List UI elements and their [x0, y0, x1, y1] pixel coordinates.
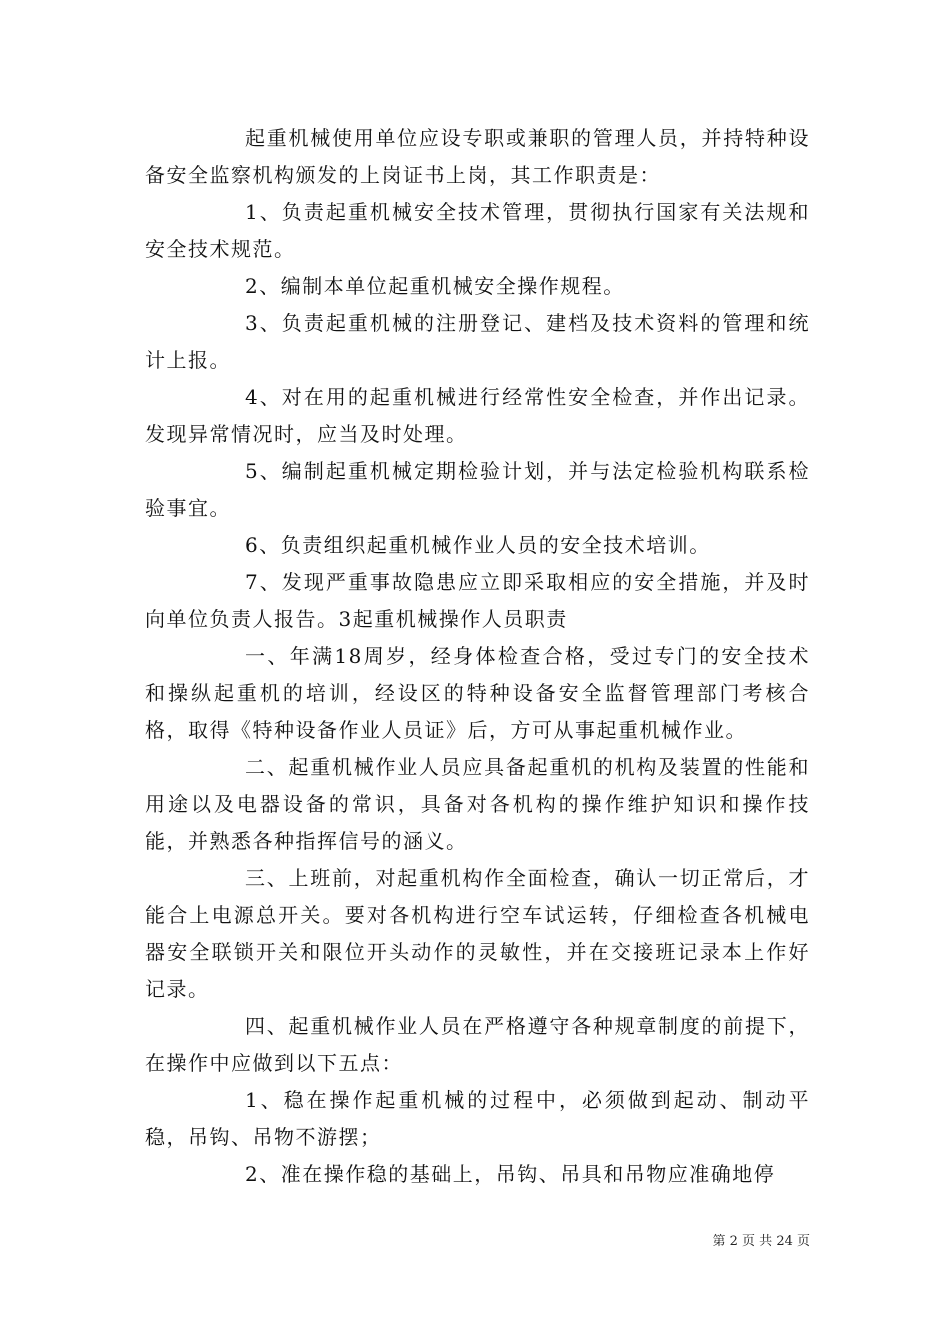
paragraph-operator-3: 三、上班前，对起重机构作全面检查，确认一切正常后，才能合上电源总开关。要对各机构进行空车试运转，仔细检查各机械电器安全联锁开关和限位开头动作的灵敏性，并在交接班记录本上作好记录。 [145, 866, 810, 1001]
paragraph-duty-1: 1、负责起重机械安全技术管理，贯彻执行国家有关法规和安全技术规范。 [145, 200, 810, 261]
page-number: 第 2 页 共 24 页 [712, 1234, 810, 1249]
paragraph-duty-6: 6、负责组织起重机械作业人员的安全技术培训。 [245, 533, 711, 557]
paragraph-operator-4: 四、起重机械作业人员在严格遵守各种规章制度的前提下，在操作中应做到以下五点： [145, 1014, 810, 1075]
paragraph-duty-4: 4、对在用的起重机械进行经常性安全检查，并作出记录。发现异常情况时，应当及时处理。 [145, 385, 810, 446]
paragraph-point-1: 1、稳在操作起重机械的过程中，必须做到起动、制动平稳，吊钩、吊物不游摆； [145, 1088, 810, 1149]
paragraph-duty-7: 7、发现严重事故隐患应立即采取相应的安全措施，并及时向单位负责人报告。3起重机械操作人员职责 [145, 570, 810, 631]
document-body [145, 120, 810, 1193]
paragraph-duty-3: 3、负责起重机械的注册登记、建档及技术资料的管理和统计上报。 [145, 311, 810, 372]
paragraph-intro: 起重机械使用单位应设专职或兼职的管理人员，并持特种设备安全监察机构颁发的上岗证书上岗，其工作职责是： [145, 126, 810, 187]
paragraph-operator-2: 二、起重机械作业人员应具备起重机的机构及装置的性能和用途以及电器设备的常识，具备对各机构的操作维护知识和操作技能，并熟悉各种指挥信号的涵义。 [145, 755, 810, 853]
paragraph-duty-5: 5、编制起重机械定期检验计划，并与法定检验机构联系检验事宜。 [145, 459, 810, 520]
paragraph-duty-2: 2、编制本单位起重机械安全操作规程。 [245, 274, 625, 298]
paragraph-operator-1: 一、年满18周岁，经身体检查合格，受过专门的安全技术和操纵起重机的培训，经设区的特种设备安全监督管理部门考核合格，取得《特种设备作业人员证》后，方可从事起重机械作业。 [145, 644, 810, 742]
paragraph-point-2: 2、准在操作稳的基础上，吊钩、吊具和吊物应准确地停 [245, 1162, 776, 1186]
